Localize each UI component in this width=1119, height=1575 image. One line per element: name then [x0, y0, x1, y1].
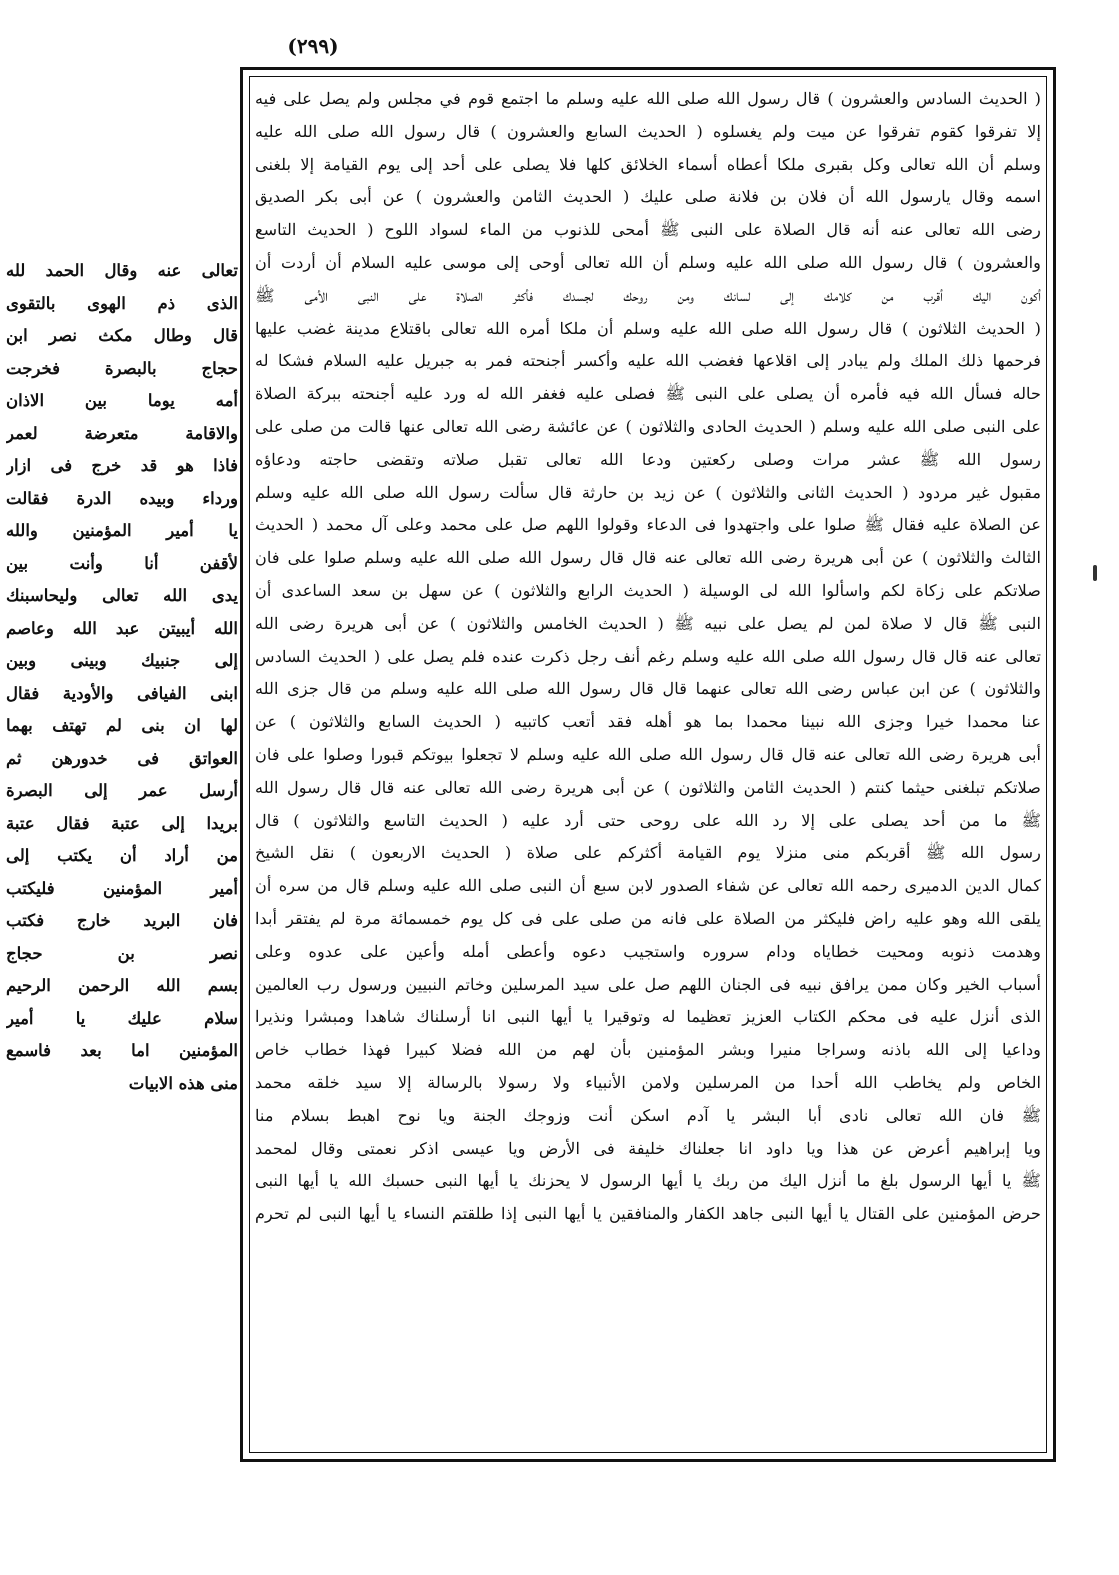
main-text-line: عنا محمدا خيرا وجزى الله نبينا محمدا بما هو أهله فقد أتعب كاتبيه ( الحديث السابع والثلاثون ) عن [255, 712, 1041, 732]
main-text-line: صلاتكم تبلغنى حيثما كنتم ( الحديث الثامن والثلاثون ) عن أبى هريرة رضى الله تعالى عنه قال قال رسول الله [255, 777, 1041, 797]
margin-text-line: منى هذه الابيات [128, 1073, 238, 1093]
main-text-line: يلقى الله وهو عليه راض فليكثر من الصلاة على فانه من صلى على فى كل يوم خمسمائة مرة لم يفتقر أبدا [255, 908, 1041, 928]
margin-text-line: الله أيبيتن عبد الله وعاصم [6, 618, 238, 638]
margin-text-line: أمه يوما بين الاذان [6, 391, 238, 410]
main-text-line: ﷺ يا أيها الرسول بلغ ما أنزل اليك من ربك يا أيها الرسول لا يحزنك يا أيها النبى حسبك الله يا أيها النبى [255, 1171, 1041, 1191]
margin-text-line: من أراد أن يكتب إلى [6, 846, 238, 865]
main-text-line: فرحمها ذلك الملك ولم يبادر إلى اقلاعها فغضب الله عليه وأكسر أجنحته فمر به جبريل عليه السلام فشكا له [255, 351, 1041, 371]
main-text-column [255, 83, 1041, 1453]
margin-text-line: فاذا هو قد خرج فى ازار [6, 456, 238, 475]
main-text-line: الثالث والثلاثون ) عن أبى هريرة رضى الله تعالى عنه قال قال رسول الله صلى الله عليه وسلم صلوا على فان [255, 548, 1041, 568]
main-text-line: أبى هريرة رضى الله تعالى عنه قال قال رسول الله صلى الله عليه وسلم لا تجعلوا بيوتكم قبورا وصلوا على فان [255, 744, 1041, 764]
main-text-line: صلاتكم على زكاة لكم واسألوا الله لى الوسيلة ( الحديث الرابع والثلاثون ) عن سهل بن سعد الساعدى أن [255, 580, 1041, 600]
margin-text-line: بسم الله الرحمن الرحيم [6, 976, 238, 995]
margin-mark [1093, 565, 1097, 581]
margin-text-line: قال وطال مكث نصر ابن [6, 326, 238, 345]
main-text-line: على النبى صلى الله عليه وسلم ( الحديث الحادى والثلاثون ) عن عائشة رضى الله تعالى عنها قالت من صلى على [255, 416, 1041, 436]
main-text-line: أسباب الخير وكان ممن يرافق نبيه فى الجنان اللهم صل على سيد المرسلين وخاتم النبيين ورسول رب العالمين [255, 974, 1041, 994]
main-text-line: الذى أنزل عليه فى محكم الكتاب العزيز تعظيما له وتوقيرا يا أيها النبى انا أرسلناك شاهدا ومبشرا ونذيرا [255, 1007, 1041, 1027]
main-text-line: حاله فسأل الله فيه فأمره أن يصلى على النبى ﷺ فصلى عليه فغفر الله له ورد عليه أجنحته ببركة الصلاة [255, 384, 1041, 404]
margin-text-line: سلام عليك يا أمير [6, 1008, 238, 1028]
margin-text-line: والاقامة متعرضة لعمر [6, 423, 238, 443]
margin-text-line: فان البريد خارج فكتب [6, 911, 238, 930]
margin-text-line: يا أمير المؤمنين والله [6, 521, 238, 540]
margin-text-column [6, 255, 238, 1295]
main-text-line: إلا تفرقوا كقوم تفرقوا عن ميت ولم يغسلوه ( الحديث السابع والعشرون ) قال رسول الله صلى الله عليه [255, 121, 1041, 141]
main-text-line: مقبول غير مردود ( الحديث الثانى والثلاثون ) عن زيد بن حارثة قال سألت رسول الله صلى الله عليه وسلم [255, 482, 1041, 502]
margin-text-line: ورداء وبيده الدرة فقالت [6, 488, 238, 508]
page-number: (٢٩٩) [287, 34, 339, 58]
main-text-line: حرض المؤمنين على القتال يا أيها النبى جاهد الكفار والمنافقين يا أيها النبى إذا طلقتم النساء يا أيها النبى لم تحرم [255, 1204, 1041, 1224]
margin-text-line: الذى ذم الهوى بالتقوى [6, 293, 238, 313]
main-text-line: والثلاثون ) عن ابن عباس رضى الله تعالى عنهما قال قال رسول الله صلى الله عليه وسلم من قال جزى الله [255, 679, 1041, 699]
margin-text-line: حجاج بالبصرة فخرجت [6, 358, 238, 378]
main-text-line: رضى الله تعالى عنه أنه قال الصلاة على النبى ﷺ أمحى للذنوب من الماء لسواد اللوح ( الحديث التاسع [255, 220, 1041, 240]
margin-text-line: يدى الله تعالى وليحاسبنك [6, 586, 238, 605]
margin-text-line: لأقفن أنا وأنت بين [6, 553, 238, 573]
main-text-line: الخاص ولم يخاطب الله أحدا من المرسلين ولامن الأنبياء ولا رسولا بالرسالة إلا سيد خلقه محمد [255, 1072, 1041, 1092]
main-text-line: عن الصلاة عليه فقال ﷺ صلوا على واجتهدوا فى الدعاء وقولوا اللهم صل على محمد وعلى آل محمد ( الحديث [255, 515, 1041, 535]
margin-text-line: إلى جنبيك وبينى وبين [6, 651, 238, 670]
margin-text-line: ابنى الفيافى والأودية فقال [6, 683, 238, 703]
main-text-line: ( الحديث السادس والعشرون ) قال رسول الله صلى الله عليه وسلم ما اجتمع قوم في مجلس ولم يصل على فيه [255, 89, 1041, 108]
main-text-line: ﷺ فان الله تعالى نادى أبا البشر يا آدم اسكن أنت وزوجك الجنة ويا نوح اهبط بسلام منا [255, 1105, 1041, 1125]
main-text-line: وسلم أن الله تعالى وكل بقبرى ملكا أعطاه أسماء الخلائق كلها فلا يصلى على أحد إلى يوم القيامة إلا بلغنى [255, 154, 1041, 174]
main-text-line: رسول الله ﷺ أقربكم منى منزلا يوم القيامة أكثركم على صلاة ( الحديث الاربعون ) نقل الشيخ [255, 843, 1041, 863]
margin-text-line: العواتق فى خدورهن ثم [6, 748, 238, 768]
main-text-line: والعشرون ) قال رسول الله صلى الله عليه وسلم أن الله تعالى أوحى إلى موسى عليه السلام أن أردت أن [255, 252, 1041, 272]
main-text-line: رسول الله ﷺ عشر مرات وصلى ركعتين ودعا الله تعالى تقبل صلاته وتقضى حاجته ودعاؤه [255, 449, 1041, 469]
margin-text-line: نصر بن حجاج [6, 943, 238, 963]
margin-text-line: أرسل عمر إلى البصرة [6, 781, 238, 800]
main-text-line: اسمه وقال يارسول الله أن فلان بن فلانة صلى عليك ( الحديث الثامن والعشرون ) عن أبى بكر الصديق [255, 187, 1041, 207]
main-text-line: ( الحديث الثلاثون ) قال رسول الله صلى الله عليه وسلم أن ملكا أمره الله تعالى باقتلاع مدينة غضب عليها [255, 318, 1041, 338]
main-text-line: كمال الدين الدميرى رحمه الله تعالى عن شفاء الصدور لابن سبع أن النبى صلى الله عليه وسلم قال من سره أن [255, 876, 1041, 896]
main-text-line: ﷺ ما من أحد يصلى على إلا رد الله على روحى حتى أرد عليه ( الحديث التاسع والثلاثون ) قال [255, 810, 1041, 830]
margin-text-line: تعالى عنه وقال الحمد لله [6, 261, 238, 280]
margin-text-line: أمير المؤمنين فليكتب [6, 878, 238, 898]
main-text-line: أكون اليك أقرب من كلامك إلى لسانك ومن روحك لجسدك فأكثر الصلاة على النبى الأمى ﷺ [255, 285, 1041, 305]
main-text-line: وداعيا إلى الله باذنه وسراجا منيرا وبشر المؤمنين بأن لهم من الله فضلا كبيرا فهذا خطاب خاص [255, 1040, 1041, 1060]
margin-text-line: لها ان بنى لم تهتف بهما [6, 716, 238, 735]
main-text-line: تعالى عنه قال قال رسول الله صلى الله عليه وسلم رغم أنف رجل ذكرت عنده فلم يصل على ( الحديث السادس [255, 646, 1041, 666]
margin-text-line: المؤمنين اما بعد فاسمع [6, 1041, 238, 1060]
main-text-line: وهدمت ذنوبه ومحيت خطاياه ودام سروره واستجيب دعوه وأعطى أمله وأعين على عدوه وعلى [255, 941, 1041, 961]
margin-text-line: بريدا إلى عتبة فقال عتبة [6, 813, 238, 833]
main-text-line: النبى ﷺ قال لا صلاة لمن لم يصل على نبيه ﷺ ( الحديث الخامس والثلاثون ) عن أبى هريرة رضى الله [255, 613, 1041, 633]
main-text-line: ويا إبراهيم أعرض عن هذا ويا داود انا جعلناك خليفة فى الأرض ويا عيسى اذكر نعمتى وقال لمحمد [255, 1138, 1041, 1158]
